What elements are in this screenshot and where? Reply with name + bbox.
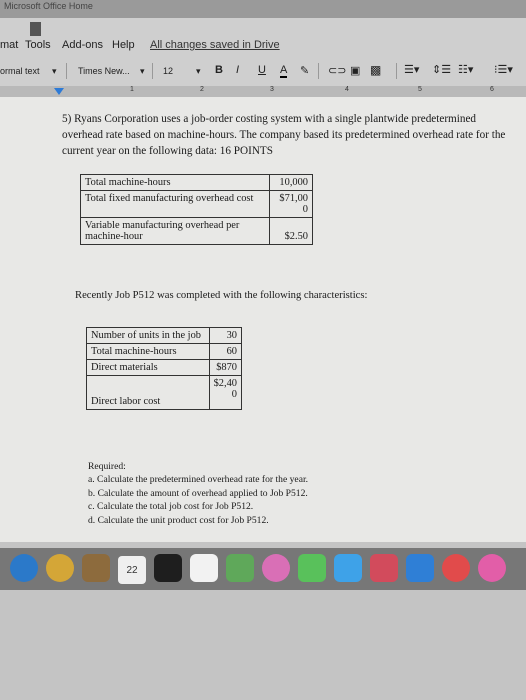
toolbar-divider [396, 63, 397, 79]
dock [0, 548, 526, 590]
itunes-icon[interactable] [370, 554, 398, 582]
required-item: c. Calculate the total job cost for Job P512. [88, 501, 254, 513]
image-icon[interactable]: ▩ [370, 63, 382, 77]
paragraph-style-dropdown[interactable]: ormal text [0, 66, 40, 76]
font-size-dropdown[interactable]: 12 [163, 66, 174, 76]
app-store-icon[interactable] [406, 554, 434, 582]
ruler-mark: 5 [418, 86, 422, 93]
window-titlebar [0, 0, 526, 18]
ruler-mark: 4 [345, 86, 349, 93]
menu-bar [0, 36, 526, 56]
table-cell-value: $2.50 [270, 218, 313, 245]
numbered-list-icon[interactable]: ☷▾ [458, 64, 474, 76]
table-row [87, 344, 242, 360]
chevron-down-icon[interactable]: ▾ [52, 66, 57, 76]
formatting-toolbar [0, 60, 526, 84]
overhead-data-table [80, 174, 313, 245]
required-item: d. Calculate the unit product cost for Job P512. [88, 514, 269, 526]
toolbar-divider [318, 63, 319, 79]
menu-addons[interactable]: Add-ons [62, 39, 103, 51]
safari-icon[interactable] [10, 554, 38, 582]
table-cell-label: Total fixed manufacturing overhead cost [81, 191, 270, 218]
required-section [88, 460, 308, 527]
ruler-mark: 3 [270, 86, 274, 93]
table-cell-value: 60 [209, 344, 241, 360]
comment-icon[interactable]: ▣ [350, 65, 361, 77]
reminders-icon[interactable] [190, 554, 218, 582]
bulleted-list-icon[interactable]: ⁝☰▾ [494, 64, 513, 76]
question-text: 5) Ryans Corporation uses a job-order costing system with a single plantwide predetermined overhead rate based on machine-hours. The company based its predetermined overhead rate for the current year on the following data: 16 POINTS [62, 113, 506, 157]
music-icon[interactable] [478, 554, 506, 582]
document-icon [30, 22, 41, 36]
table-row [87, 328, 242, 344]
indent-marker[interactable] [54, 88, 64, 95]
table-cell-label: Direct materials [87, 360, 210, 376]
ruler-mark: 6 [490, 86, 494, 93]
table-row [87, 376, 242, 410]
table-cell-value: $2,40 0 [209, 376, 241, 410]
ruler-mark: 2 [200, 86, 204, 93]
font-family-dropdown[interactable]: Times New... [78, 66, 130, 76]
window-title: Microsoft Office Home [4, 1, 93, 11]
job-note: Recently Job P512 was completed with the following characteristics: [75, 290, 368, 301]
chevron-down-icon[interactable]: ▾ [196, 66, 201, 76]
job-characteristics-table [86, 327, 242, 410]
notes-icon[interactable] [82, 554, 110, 582]
photos-app-icon[interactable] [262, 554, 290, 582]
calendar-icon[interactable]: 22 [118, 556, 146, 584]
save-status-link[interactable]: All changes saved in Drive [150, 39, 280, 51]
messages-icon[interactable] [298, 554, 326, 582]
chrome-icon[interactable] [46, 554, 74, 582]
table-row [81, 191, 313, 218]
toolbar-divider [66, 63, 67, 79]
table-cell-value: $870 [209, 360, 241, 376]
ruler-mark: 1 [130, 86, 134, 93]
table-cell-label: Total machine-hours [87, 344, 210, 360]
table-cell-value: $71,00 0 [270, 191, 313, 218]
table-row [81, 175, 313, 191]
photos-icon[interactable] [154, 554, 182, 582]
menu-help[interactable]: Help [112, 39, 135, 51]
no-entry-icon[interactable] [442, 554, 470, 582]
chevron-down-icon[interactable]: ▾ [140, 66, 145, 76]
menu-format[interactable]: mat [0, 39, 19, 51]
toolbar-divider [152, 63, 153, 79]
table-cell-label: Number of units in the job [87, 328, 210, 344]
required-item: a. Calculate the predetermined overhead rate for the year. [88, 474, 309, 486]
bold-button[interactable]: B [215, 64, 223, 76]
underline-button[interactable]: U [258, 64, 266, 76]
link-icon[interactable]: ⊂⊃ [328, 65, 347, 77]
required-item: b. Calculate the amount of overhead applied to Job P512. [88, 487, 308, 499]
maps-icon[interactable] [226, 554, 254, 582]
table-cell-label: Total machine-hours [81, 175, 270, 191]
required-heading: Required: [88, 461, 126, 472]
italic-button[interactable]: I [236, 64, 240, 76]
line-spacing-icon[interactable]: ⇕☰ [432, 64, 452, 76]
ruler[interactable] [0, 86, 526, 97]
menu-tools[interactable]: Tools [25, 39, 51, 51]
table-row [87, 360, 242, 376]
table-cell-label: Variable manufacturing overhead per machine-hour [81, 218, 270, 245]
align-icon[interactable]: ☰▾ [404, 64, 420, 76]
text-color-button[interactable]: A [280, 64, 288, 76]
facetime-icon[interactable] [334, 554, 362, 582]
table-row [81, 218, 313, 245]
highlight-icon[interactable]: ✎ [300, 65, 310, 77]
table-cell-value: 30 [209, 328, 241, 344]
table-cell-label: Direct labor cost [87, 376, 210, 410]
table-cell-value: 10,000 [270, 175, 313, 191]
